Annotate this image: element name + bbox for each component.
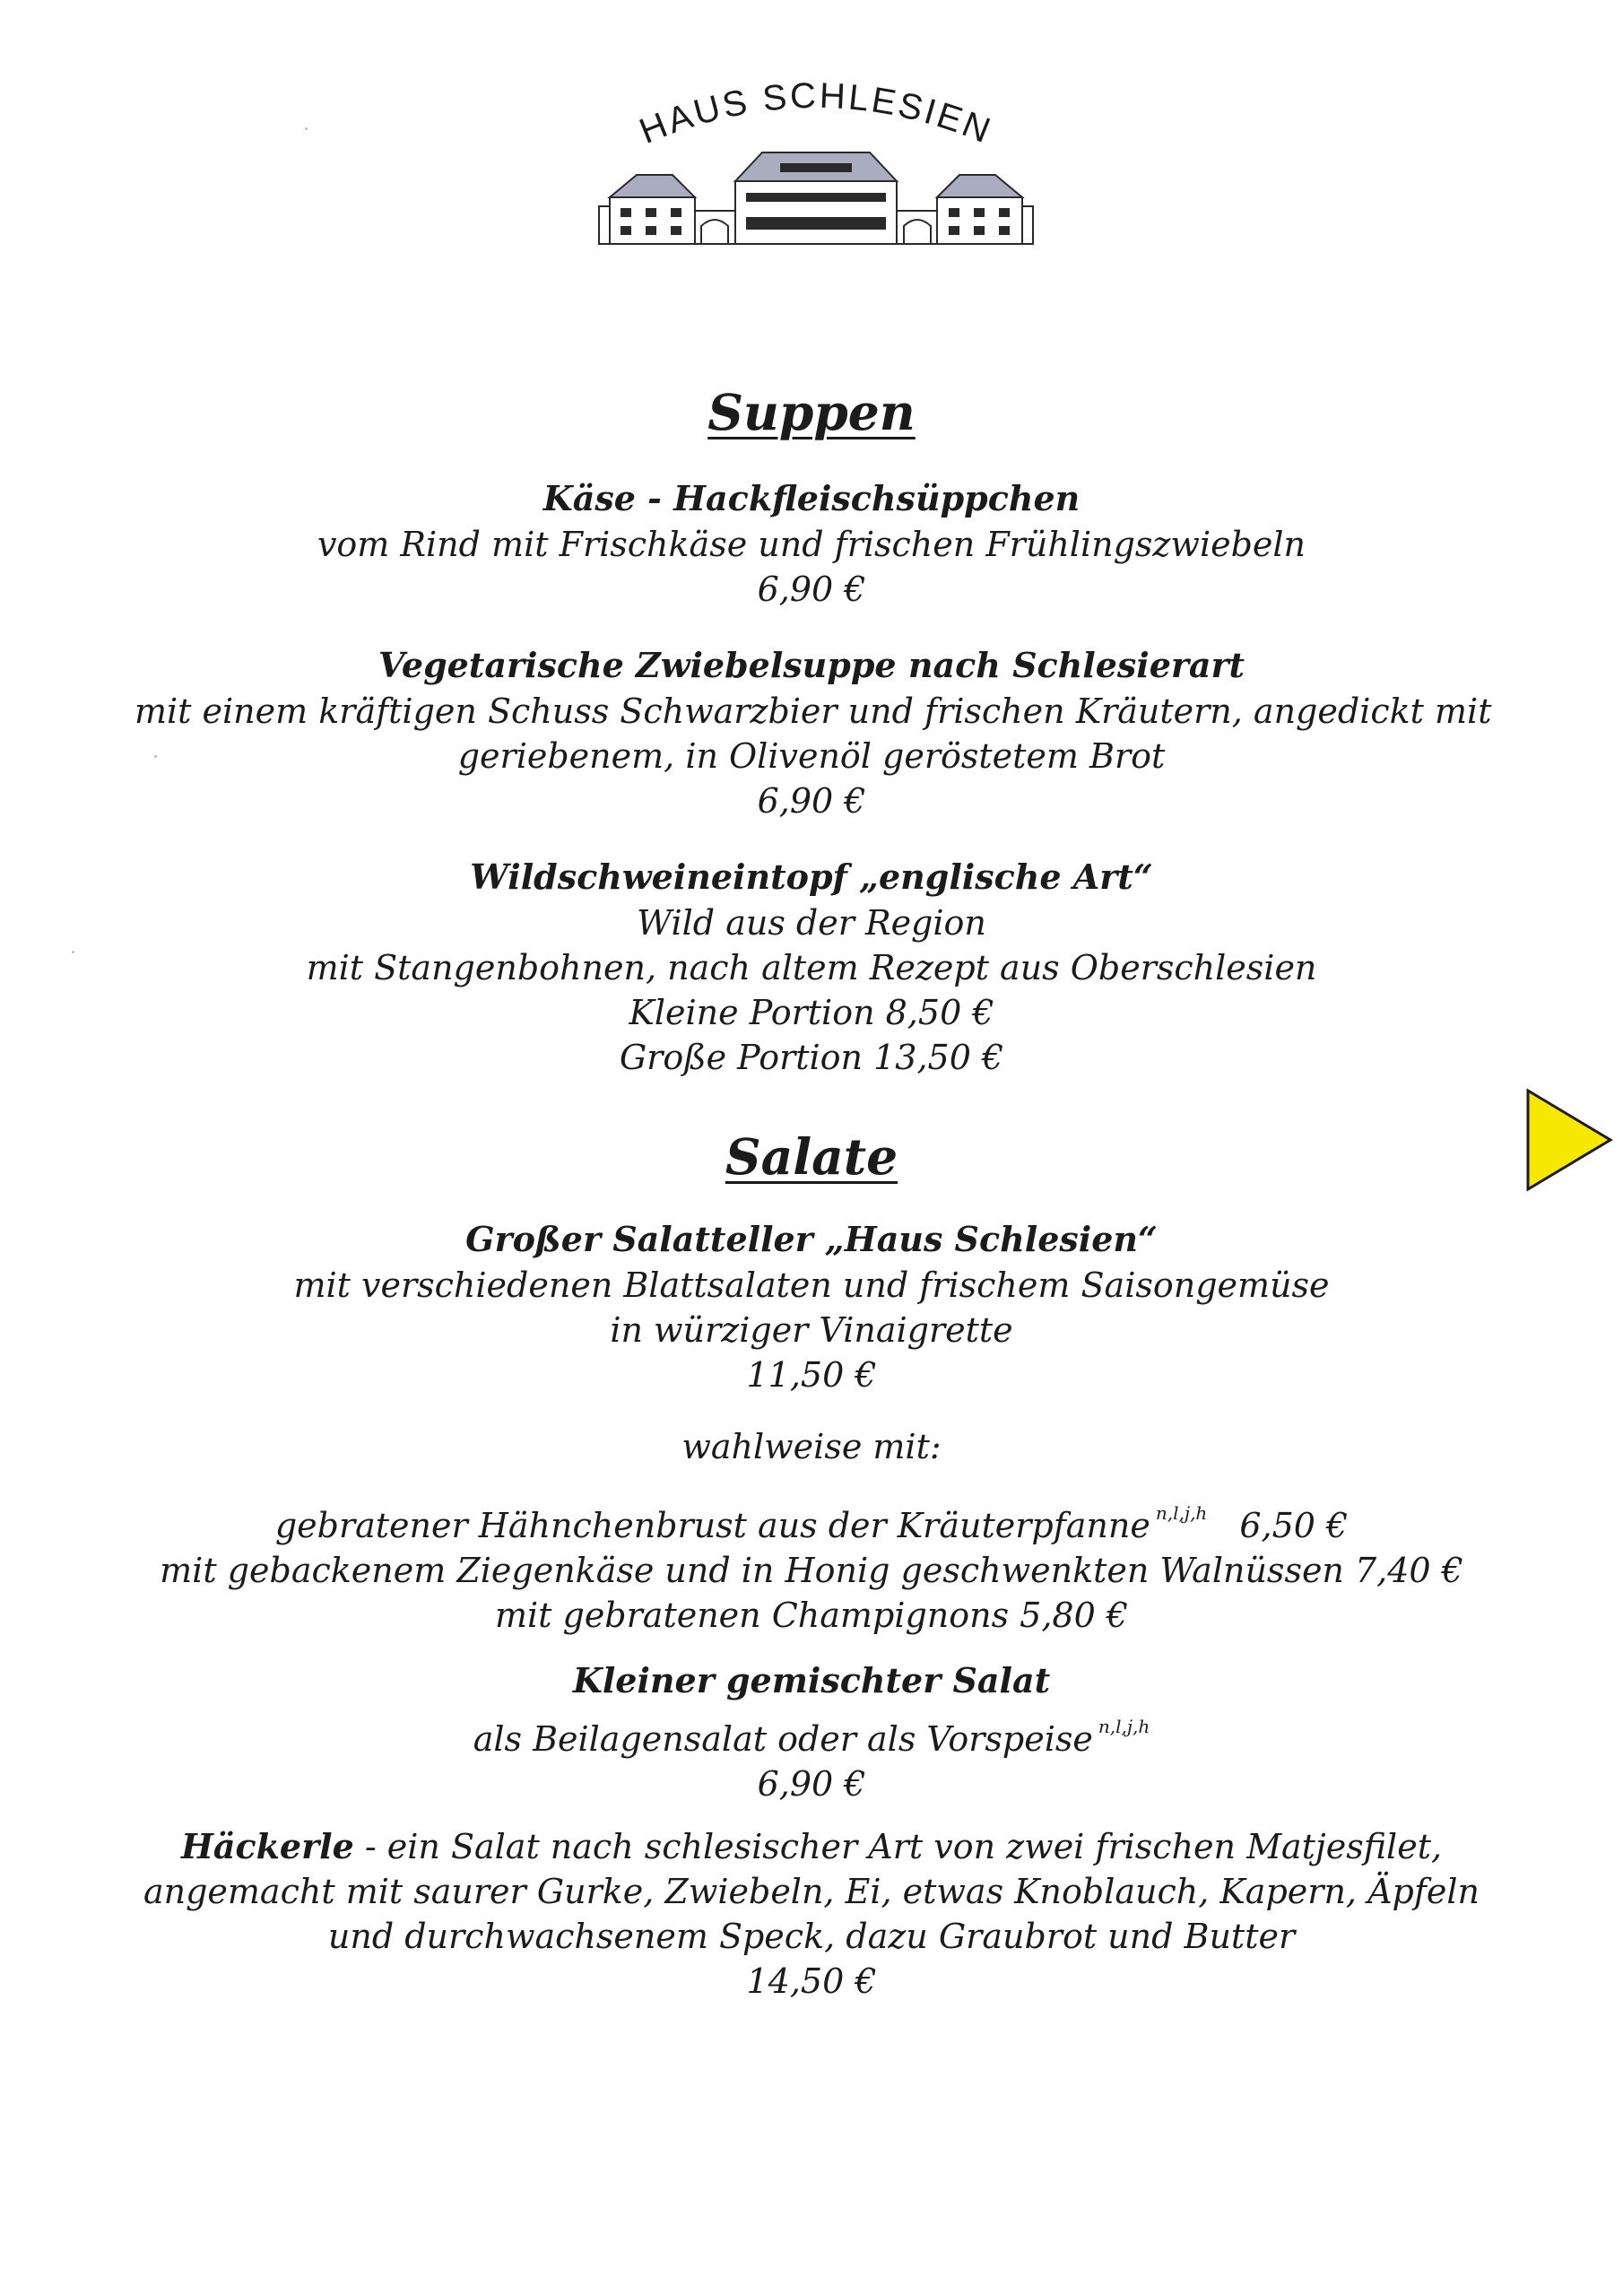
dish-price: 11,50 €: [746, 1355, 877, 1395]
dish-name: Wildschweineintopf „englische Art“: [470, 857, 1153, 897]
dish-description: mit Stangenbohnen, nach altem Rezept aus Oberschlesien: [306, 948, 1317, 987]
option-text: gebratener Hähnchenbrust aus der Kräuterpfanne: [274, 1506, 1150, 1545]
yellow-arrow-icon: [1524, 1087, 1614, 1193]
dish-kaese-hackfleischsueppchen: [135, 475, 1488, 612]
dish-description: angemacht mit saurer Gurke, Zwiebeln, Ei, etwas Knoblauch, Kapern, Äpfeln: [143, 1872, 1480, 1911]
logo-text: HAUS SCHLESIEN: [634, 75, 998, 152]
dish-price: 14,50 €: [746, 1961, 877, 2001]
description-text: als Beilagensalat oder als Vorspeise: [473, 1719, 1093, 1759]
allergen-codes: n,l,j,h: [1155, 1502, 1208, 1524]
dish-haeckerle: [135, 1824, 1488, 2004]
scan-speck: [72, 951, 74, 953]
dish-description: mit einem kräftigen Schuss Schwarzbier und frischen Kräutern, angedickt mit: [135, 691, 1492, 731]
options-label: [135, 1424, 1488, 1469]
dish-name: Kleiner gemischter Salat: [572, 1660, 1051, 1700]
dish-description: geriebenem, in Olivenöl geröstetem Brot: [457, 736, 1166, 776]
dish-zwiebelsuppe: [135, 642, 1492, 823]
dish-grosser-salatteller: [135, 1216, 1488, 1397]
option-ziegenkaese: mit gebackenem Ziegenkäse und in Honig geschwenkten Walnüssen 7,40 €: [160, 1551, 1463, 1590]
section-title-salate: Salate: [725, 1127, 898, 1186]
dish-description: vom Rind mit Frischkäse und frischen Frühlingszwiebeln: [317, 525, 1306, 564]
option-haehnchenbrust: [135, 1491, 1488, 1548]
dish-price: Große Portion 13,50 €: [619, 1038, 1004, 1077]
dish-name: Vegetarische Zwiebelsuppe nach Schlesierart: [378, 645, 1245, 685]
dish-price: 6,90 €: [757, 1764, 866, 1804]
allergen-codes: n,l,j,h: [1098, 1716, 1150, 1737]
dish-name: Käse - Hackfleischsüppchen: [542, 478, 1081, 518]
dish-lead-line: [135, 1824, 1488, 1869]
dish-description: und durchwachsenem Speck, dazu Graubrot und Butter: [327, 1917, 1296, 1956]
dish-price: Kleine Portion 8,50 €: [629, 993, 994, 1032]
haus-schlesien-logo: [592, 63, 1040, 260]
dish-description: mit verschiedenen Blattsalaten und frischem Saisongemüse: [293, 1265, 1330, 1305]
dish-kleiner-salat: [135, 1657, 1488, 1806]
dish-price: 6,90 €: [757, 781, 866, 821]
scan-speck: [305, 127, 308, 130]
dish-price: 6,90 €: [757, 570, 866, 609]
dish-lead: - ein Salat nach schlesischer Art von zwei frischen Matjesfilet,: [353, 1827, 1443, 1866]
scan-speck: [154, 755, 157, 758]
salate-section: [135, 1128, 1488, 1186]
dish-description: in würziger Vinaigrette: [610, 1310, 1013, 1350]
dish-description: Wild aus der Region: [637, 903, 986, 943]
suppen-section: [135, 384, 1488, 441]
option-price: 6,50 €: [1239, 1506, 1349, 1545]
options-label-text: wahlweise mit:: [681, 1427, 942, 1466]
dish-name: Häckerle: [180, 1826, 354, 1866]
section-title-suppen: Suppen: [707, 383, 916, 441]
dish-name: Großer Salatteller „Haus Schlesien“: [465, 1219, 1158, 1259]
dish-wildschweineintopf: [135, 854, 1488, 1080]
option-champignons: mit gebratenen Champignons 5,80 €: [494, 1596, 1129, 1635]
options-list: [135, 1491, 1488, 1638]
dish-description: [135, 1704, 1488, 1761]
